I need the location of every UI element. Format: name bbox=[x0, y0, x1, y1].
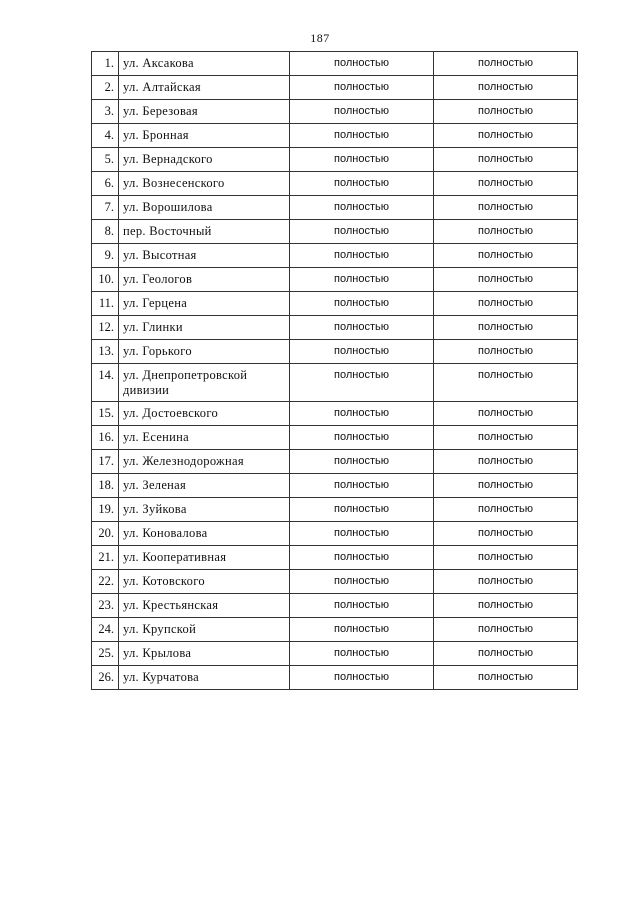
status-cell: полностью bbox=[434, 498, 578, 522]
status-cell: полностью bbox=[290, 220, 434, 244]
street-name: ул. Железнодорожная bbox=[119, 450, 290, 474]
status-cell: полностью bbox=[290, 498, 434, 522]
street-name: ул. Крестьянская bbox=[119, 594, 290, 618]
row-number: 24. bbox=[92, 618, 119, 642]
row-number: 25. bbox=[92, 642, 119, 666]
status-cell: полностью bbox=[290, 364, 434, 402]
status-cell: полностью bbox=[434, 426, 578, 450]
row-number: 23. bbox=[92, 594, 119, 618]
status-cell: полностью bbox=[434, 570, 578, 594]
row-number: 14. bbox=[92, 364, 119, 402]
row-number: 18. bbox=[92, 474, 119, 498]
status-cell: полностью bbox=[434, 172, 578, 196]
row-number: 8. bbox=[92, 220, 119, 244]
row-number: 12. bbox=[92, 316, 119, 340]
row-number: 16. bbox=[92, 426, 119, 450]
status-cell: полностью bbox=[290, 426, 434, 450]
table-row bbox=[92, 642, 578, 666]
row-number: 17. bbox=[92, 450, 119, 474]
table-row bbox=[92, 172, 578, 196]
status-cell: полностью bbox=[290, 666, 434, 690]
status-cell: полностью bbox=[434, 474, 578, 498]
status-cell: полностью bbox=[434, 148, 578, 172]
status-cell: полностью bbox=[434, 594, 578, 618]
status-cell: полностью bbox=[434, 124, 578, 148]
street-name: пер. Восточный bbox=[119, 220, 290, 244]
status-cell: полностью bbox=[290, 474, 434, 498]
status-cell: полностью bbox=[290, 172, 434, 196]
status-cell: полностью bbox=[434, 76, 578, 100]
row-number: 10. bbox=[92, 268, 119, 292]
row-number: 20. bbox=[92, 522, 119, 546]
row-number: 9. bbox=[92, 244, 119, 268]
status-cell: полностью bbox=[290, 268, 434, 292]
row-number: 7. bbox=[92, 196, 119, 220]
status-cell: полностью bbox=[290, 148, 434, 172]
row-number: 2. bbox=[92, 76, 119, 100]
street-name: ул. Герцена bbox=[119, 292, 290, 316]
status-cell: полностью bbox=[434, 402, 578, 426]
table-row bbox=[92, 220, 578, 244]
status-cell: полностью bbox=[290, 196, 434, 220]
status-cell: полностью bbox=[434, 546, 578, 570]
row-number: 19. bbox=[92, 498, 119, 522]
table-row bbox=[92, 498, 578, 522]
page-number: 187 bbox=[310, 31, 330, 45]
table-row bbox=[92, 100, 578, 124]
status-cell: полностью bbox=[434, 364, 578, 402]
status-cell: полностью bbox=[434, 268, 578, 292]
table-row bbox=[92, 594, 578, 618]
status-cell: полностью bbox=[434, 244, 578, 268]
table-row bbox=[92, 316, 578, 340]
status-cell: полностью bbox=[290, 100, 434, 124]
table-row bbox=[92, 196, 578, 220]
status-cell: полностью bbox=[434, 316, 578, 340]
street-name: ул. Глинки bbox=[119, 316, 290, 340]
status-cell: полностью bbox=[290, 618, 434, 642]
table-row bbox=[92, 546, 578, 570]
street-name: ул. Зеленая bbox=[119, 474, 290, 498]
status-cell: полностью bbox=[290, 340, 434, 364]
status-cell: полностью bbox=[290, 450, 434, 474]
row-number: 3. bbox=[92, 100, 119, 124]
table-row bbox=[92, 244, 578, 268]
status-cell: полностью bbox=[290, 316, 434, 340]
street-name: ул. Аксакова bbox=[119, 52, 290, 76]
row-number: 1. bbox=[92, 52, 119, 76]
table-row bbox=[92, 666, 578, 690]
status-cell: полностью bbox=[434, 340, 578, 364]
street-name: ул. Курчатова bbox=[119, 666, 290, 690]
table-row bbox=[92, 618, 578, 642]
table-row bbox=[92, 364, 578, 402]
table-row bbox=[92, 402, 578, 426]
status-cell: полностью bbox=[434, 292, 578, 316]
streets-table-body bbox=[92, 52, 578, 690]
street-name: ул. Котовского bbox=[119, 570, 290, 594]
table-row bbox=[92, 340, 578, 364]
status-cell: полностью bbox=[290, 244, 434, 268]
row-number: 15. bbox=[92, 402, 119, 426]
status-cell: полностью bbox=[434, 196, 578, 220]
row-number: 6. bbox=[92, 172, 119, 196]
status-cell: полностью bbox=[434, 522, 578, 546]
status-cell: полностью bbox=[434, 450, 578, 474]
status-cell: полностью bbox=[290, 594, 434, 618]
row-number: 21. bbox=[92, 546, 119, 570]
street-name: ул. Крылова bbox=[119, 642, 290, 666]
street-name: ул. Крупской bbox=[119, 618, 290, 642]
status-cell: полностью bbox=[434, 618, 578, 642]
street-name: ул. Бронная bbox=[119, 124, 290, 148]
table-row bbox=[92, 148, 578, 172]
streets-table bbox=[91, 51, 578, 690]
street-name: ул. Вернадского bbox=[119, 148, 290, 172]
street-name: ул. Кооперативная bbox=[119, 546, 290, 570]
status-cell: полностью bbox=[434, 52, 578, 76]
status-cell: полностью bbox=[290, 546, 434, 570]
table-row bbox=[92, 522, 578, 546]
street-name: ул. Вознесенского bbox=[119, 172, 290, 196]
status-cell: полностью bbox=[290, 292, 434, 316]
street-name: ул. Горького bbox=[119, 340, 290, 364]
status-cell: полностью bbox=[290, 570, 434, 594]
status-cell: полностью bbox=[290, 76, 434, 100]
table-row bbox=[92, 124, 578, 148]
status-cell: полностью bbox=[290, 642, 434, 666]
street-name: ул. Днепропетровской дивизии bbox=[119, 364, 290, 402]
status-cell: полностью bbox=[434, 666, 578, 690]
status-cell: полностью bbox=[290, 124, 434, 148]
street-name: ул. Алтайская bbox=[119, 76, 290, 100]
table-row bbox=[92, 292, 578, 316]
street-name: ул. Зуйкова bbox=[119, 498, 290, 522]
street-name: ул. Ворошилова bbox=[119, 196, 290, 220]
status-cell: полностью bbox=[434, 100, 578, 124]
street-name: ул. Высотная bbox=[119, 244, 290, 268]
table-row bbox=[92, 76, 578, 100]
table-row bbox=[92, 570, 578, 594]
status-cell: полностью bbox=[434, 642, 578, 666]
street-name: ул. Достоевского bbox=[119, 402, 290, 426]
status-cell: полностью bbox=[290, 402, 434, 426]
table-row bbox=[92, 426, 578, 450]
table-row bbox=[92, 450, 578, 474]
street-name: ул. Березовая bbox=[119, 100, 290, 124]
row-number: 11. bbox=[92, 292, 119, 316]
status-cell: полностью bbox=[434, 220, 578, 244]
table-row bbox=[92, 52, 578, 76]
street-name: ул. Есенина bbox=[119, 426, 290, 450]
row-number: 13. bbox=[92, 340, 119, 364]
status-cell: полностью bbox=[290, 52, 434, 76]
row-number: 5. bbox=[92, 148, 119, 172]
row-number: 4. bbox=[92, 124, 119, 148]
status-cell: полностью bbox=[290, 522, 434, 546]
row-number: 22. bbox=[92, 570, 119, 594]
table-row bbox=[92, 474, 578, 498]
street-name: ул. Геологов bbox=[119, 268, 290, 292]
street-name: ул. Коновалова bbox=[119, 522, 290, 546]
table-row bbox=[92, 268, 578, 292]
row-number: 26. bbox=[92, 666, 119, 690]
